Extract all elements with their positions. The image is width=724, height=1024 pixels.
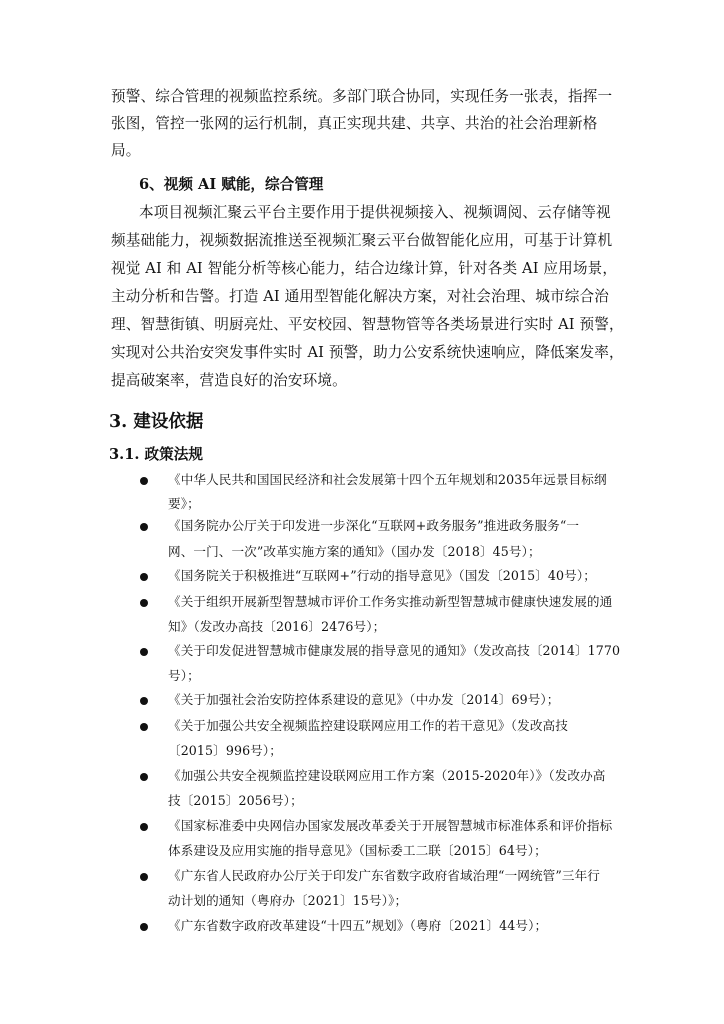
policy-item-line: 体系建设及应用实施的指导意见》（国标委工二联〔2015〕64号）； <box>168 843 547 858</box>
bullet-icon <box>140 523 148 531</box>
policy-item-line: 《广东省人民政府办公厅关于印发广东省数字政府省域治理“一网统管”三年行 <box>168 868 600 883</box>
section-6-line: 视觉 AI 和 AI 智能分析等核心能力，结合边缘计算，针对各类 AI 应用场景， <box>111 260 618 277</box>
policy-item-line: 《关于组织开展新型智慧城市评价工作务实推动新型智慧城市健康快速发展的通 <box>168 594 613 609</box>
bullet-icon <box>140 599 148 607</box>
bullet-icon <box>140 697 148 705</box>
bullet-icon <box>140 723 148 731</box>
section-6-line: 本项目视频汇聚云平台主要作用于提供视频接入、视频调阅、云存储等视 <box>139 204 611 221</box>
policy-item-line: 《国家标准委中央网信办国家发展改革委关于开展智慧城市标准体系和评价指标 <box>168 818 613 833</box>
bullet-icon <box>140 648 148 656</box>
policy-item-line: 《加强公共安全视频监控建设联网应用工作方案（2015-2020年）》（发改办高 <box>168 768 606 783</box>
policy-item-line: 号）； <box>168 668 200 683</box>
policy-item-line: 《关于加强社会治安防控体系建设的意见》（中办发〔2014〕69号）； <box>168 692 560 707</box>
section-6-line: 频基础能力，视频数据流推送至视频汇聚云平台做智能化应用，可基于计算机 <box>111 232 613 249</box>
section-3-1-heading: 3.1. 政策法规 <box>109 446 203 463</box>
policy-item-line: 动计划的通知（粤府办〔2021〕15号）》； <box>168 893 408 908</box>
section-6-line: 提高破案率，营造良好的治安环境。 <box>111 372 347 389</box>
policy-item-line: 知》（发改办高技〔2016〕2476号）； <box>168 619 386 634</box>
policy-item-line: 《关于印发促进智慧城市健康发展的指导意见的通知》（发改高技〔2014〕1770 <box>168 643 621 658</box>
section-6-line: 实现对公共治安突发事件实时 AI 预警，助力公安系统快速响应，降低案发率， <box>111 344 624 361</box>
policy-item-line: 〔2015〕996号）； <box>168 743 282 758</box>
policy-item-line: 网、一门、一次”改革实施方案的通知》（国办发〔2018〕45号）； <box>168 544 541 559</box>
bullet-icon <box>140 873 148 881</box>
intro-line: 张图，管控一张网的运行机制，真正实现共建、共享、共治的社会治理新格 <box>111 115 598 132</box>
bullet-icon <box>140 923 148 931</box>
policy-item-line: 要》； <box>168 496 200 511</box>
policy-item-line: 《广东省数字政府改革建设“十四五”规划》（粤府〔2021〕44号）； <box>168 918 548 933</box>
policy-item-line: 《中华人民共和国国民经济和社会发展第十四个五年规划和2035年远景目标纲 <box>168 472 607 487</box>
policy-item-line: 技〔2015〕2056号）； <box>168 793 303 808</box>
section-6-line: 理、智慧街镇、明厨亮灶、平安校园、智慧物管等各类场景进行实时 AI 预警， <box>111 316 624 333</box>
bullet-icon <box>140 573 148 581</box>
bullet-icon <box>140 823 148 831</box>
bullet-icon <box>140 773 148 781</box>
section-6-line: 主动分析和告警。打造 AI 通用型智能化解决方案，对社会治理、城市综合治 <box>111 288 609 305</box>
policy-item-line: 《国务院关于积极推进“互联网+”行动的指导意见》（国发〔2015〕40号）； <box>168 568 596 583</box>
section-6-heading: 6、视频 AI 赋能，综合管理 <box>139 176 324 193</box>
policy-item-line: 《关于加强公共安全视频监控建设联网应用工作的若干意见》（发改高技 <box>168 718 568 733</box>
chapter-3-heading: 3. 建设依据 <box>109 412 204 432</box>
intro-line: 局。 <box>111 142 141 159</box>
policy-item-line: 《国务院办公厅关于印发进一步深化“互联网+政务服务”推进政务服务“一 <box>168 518 580 533</box>
intro-line: 预警、综合管理的视频监控系统。多部门联合协同，实现任务一张表，指挥一 <box>111 88 613 105</box>
bullet-icon <box>140 477 148 485</box>
